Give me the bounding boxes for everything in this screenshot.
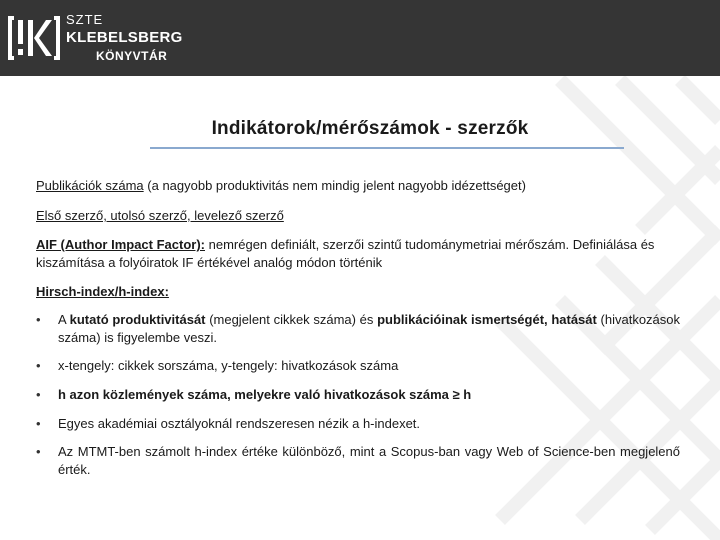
aif-term: AIF (Author Impact Factor): [36, 237, 205, 252]
bullet-marker: • [36, 312, 41, 327]
publication-count-note: (a nagyobb produktivitás nem mindig jelent nagyobb idézettséget) [143, 178, 526, 193]
bullet-text: x-tengely: cikkek sorszáma, y-tengely: hivatkozások száma [58, 358, 399, 373]
aif-definition: nemrégen definiált, szerzői szintű tudománymetriai mérőszám. Definiálása és kiszámítása a folyóiratok IF értékével analóg módon történik [36, 237, 655, 270]
title-underline-rule [150, 147, 624, 149]
bullet-marker: • [36, 358, 41, 373]
paragraph-h-index-heading: Hirsch-index/h-index: [36, 284, 169, 299]
logo-library: KÖNYVTÁR [96, 49, 168, 63]
bullet-marker: • [36, 444, 41, 459]
library-logo-text [66, 13, 183, 62]
bullet1-impact: publikációinak ismertségét, hatását [377, 312, 597, 327]
publication-count-term: Publikációk száma [36, 178, 144, 193]
bullet-text: Az MTMT-ben számolt h-index értéke különböző, mint a Scopus-ban vagy Web of Science-ben megjelenő érték. [58, 444, 680, 477]
paragraph-aif [36, 236, 682, 272]
bullet1-productivity: kutató produktivitását [69, 312, 206, 327]
header-bar [0, 0, 720, 76]
bullet1-part-a: A [58, 312, 70, 327]
bullet-marker: • [36, 416, 41, 431]
logo-university: SZTE [66, 12, 104, 27]
bullet1-part-c: (megjelent cikkek száma) és [205, 312, 378, 327]
slide-title: Indikátorok/mérőszámok - szerzők [211, 118, 529, 139]
logo-name: KLEBELSBERG [66, 29, 183, 46]
bullet-text: Egyes akadémiai osztályoknál rendszeresen nézik a h-indexet. [58, 416, 421, 431]
paragraph-author-roles: Első szerző, utolsó szerző, levelező szerző [36, 208, 284, 223]
bullet-marker: • [36, 387, 41, 402]
paragraph-publication-count [36, 177, 682, 195]
bullet1-part-e: (hivatkozások száma) is figyelembe veszi. [58, 312, 681, 345]
bullet-text [58, 311, 680, 347]
library-logo-icon [8, 14, 60, 62]
bullet-text: h azon közlemények száma, melyekre való hivatkozások száma ≥ h [58, 387, 472, 402]
